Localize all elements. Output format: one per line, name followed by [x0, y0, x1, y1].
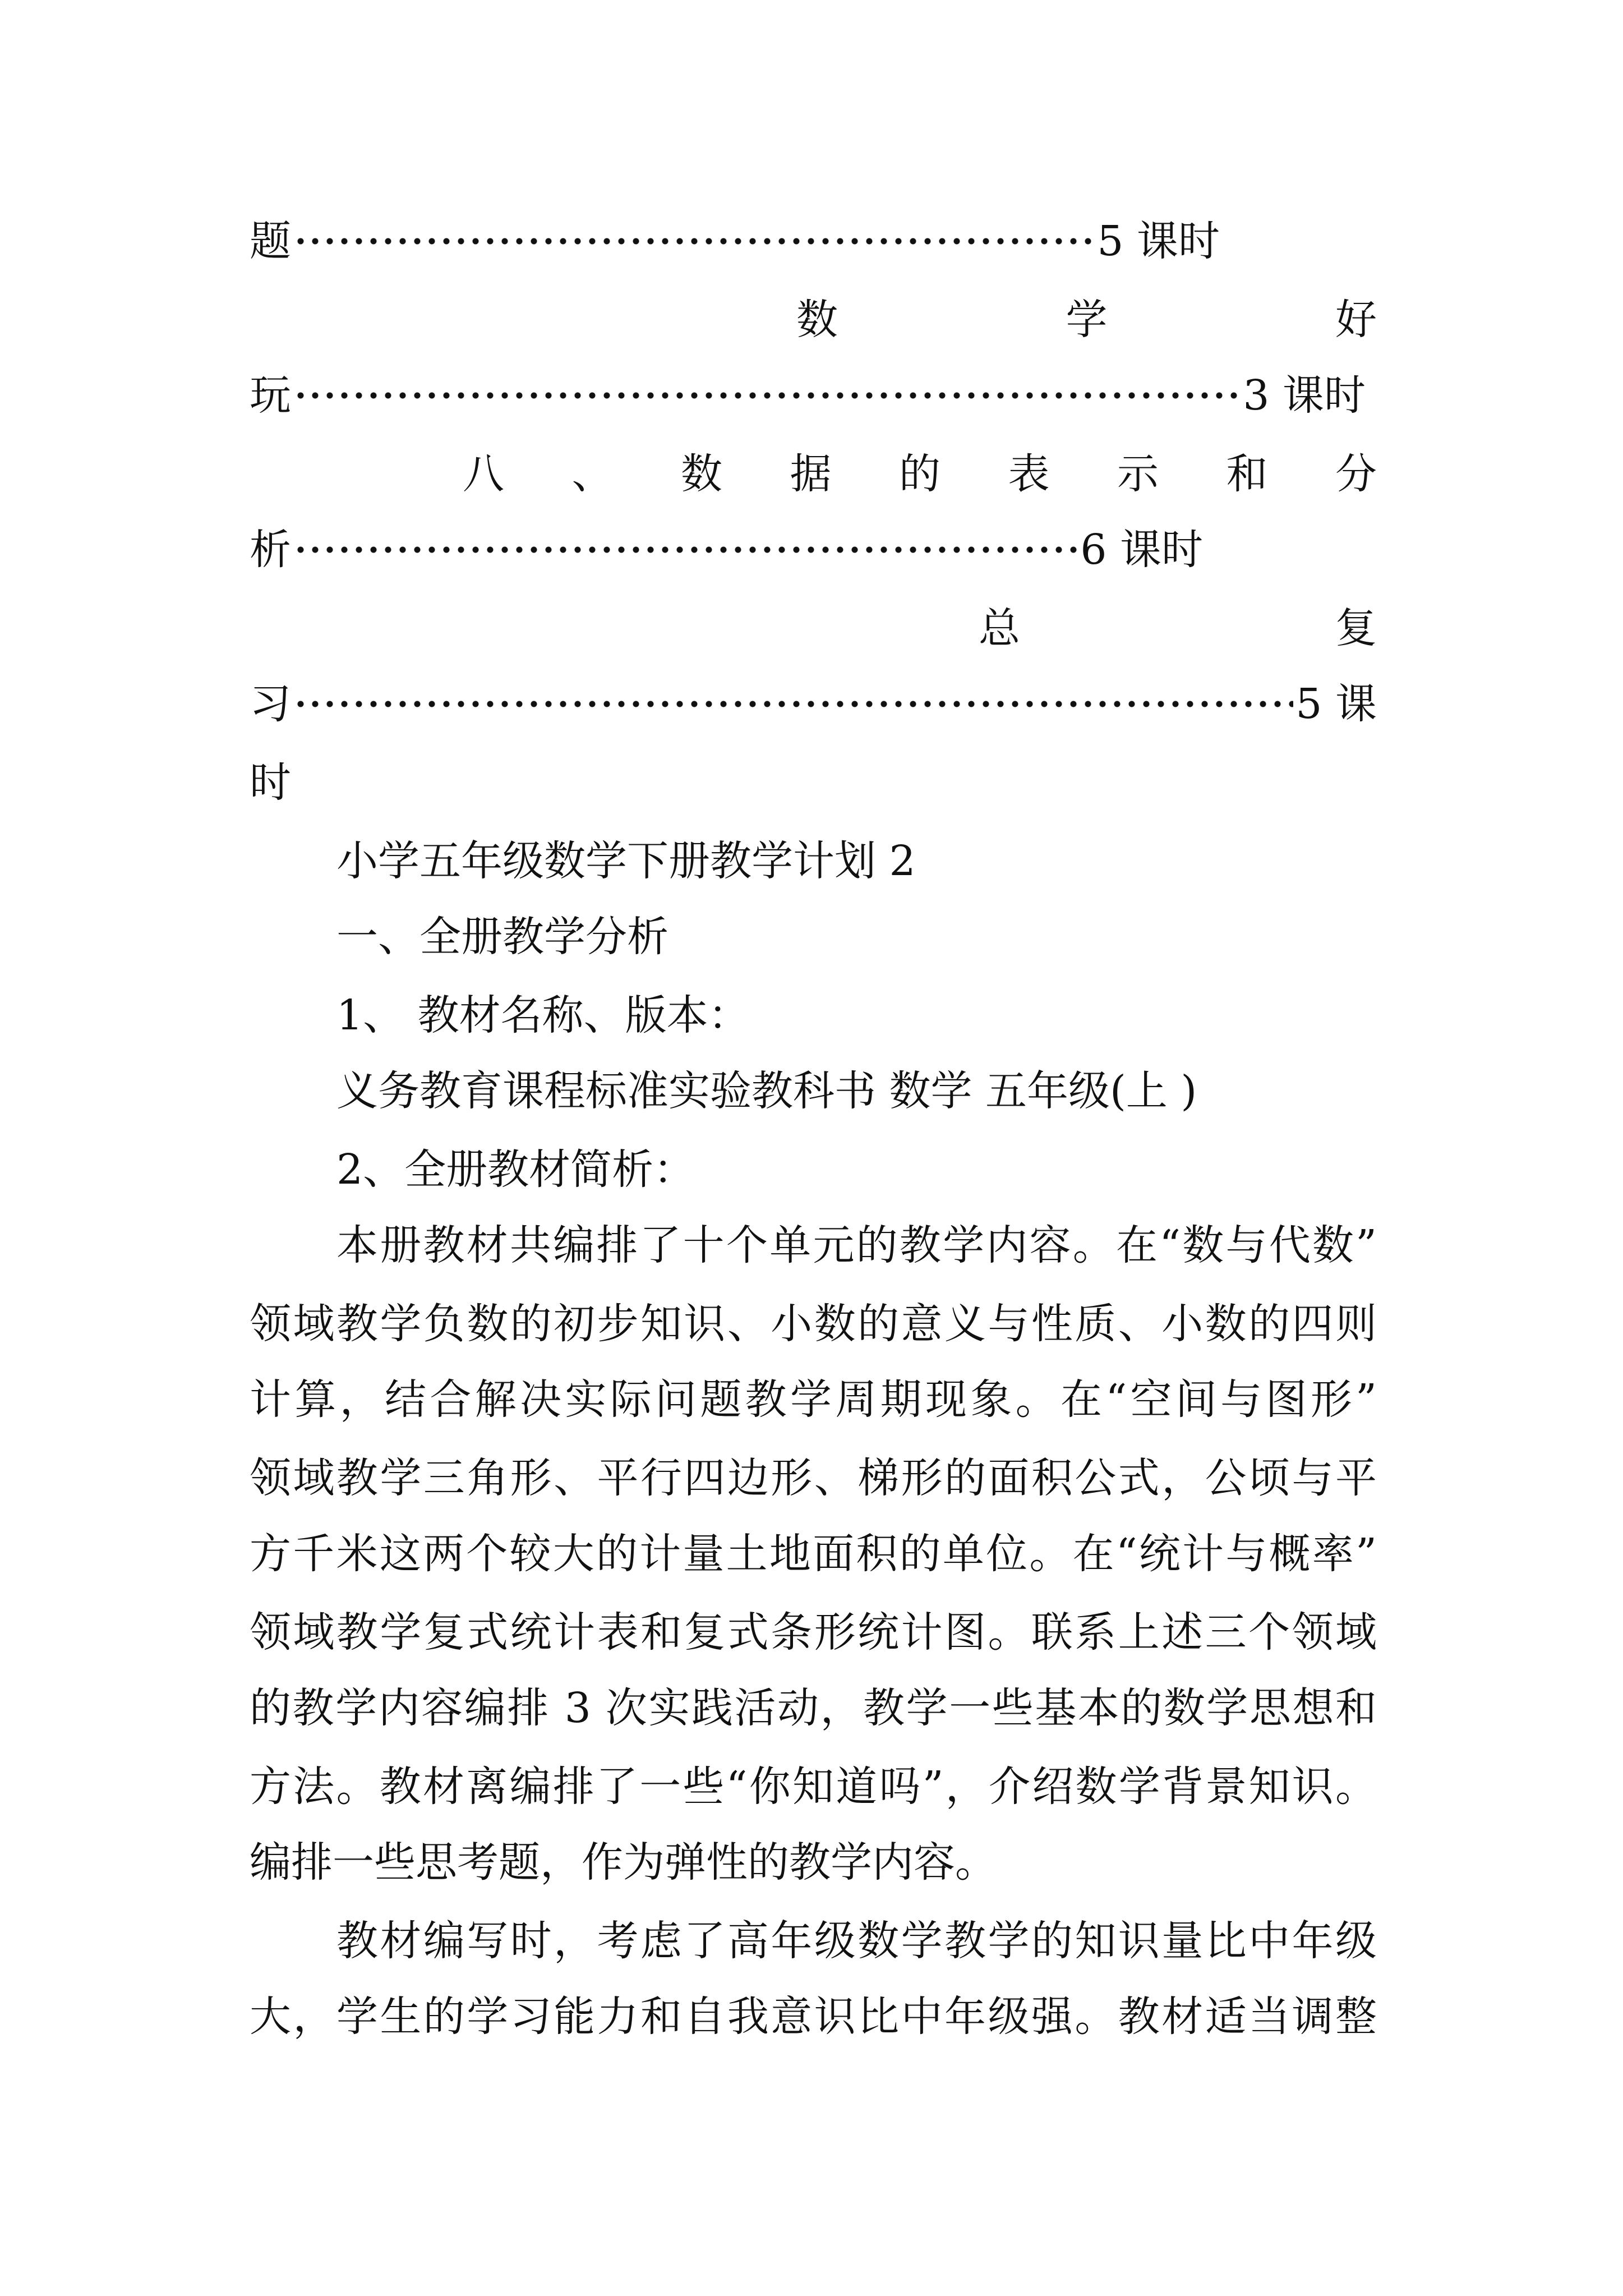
paragraph-line: 编排一些思考题，作为弹性的教学内容。 — [250, 1838, 997, 1887]
item-1-label: 1、 教材名称、版本： — [336, 991, 750, 1039]
toc-line-4 — [250, 670, 1377, 738]
paragraph-line: 领域教学复式统计表和复式条形统计图。联系上述三个领域 — [250, 1608, 1377, 1657]
toc-line-3 — [250, 516, 1203, 583]
item-2-label: 2、全册教材简析： — [336, 1145, 695, 1194]
toc-item-2-prefix: 玩 — [250, 371, 291, 420]
toc-item-3-char: 八 — [463, 450, 504, 498]
toc-leader-dots — [293, 516, 1078, 583]
toc-leader-dots — [293, 208, 1095, 275]
paragraph-line: 方法。教材离编排了一些“你知道吗”，介绍数学背景知识。 — [250, 1763, 1377, 1811]
toc-item-3-char: 据 — [790, 450, 832, 498]
toc-item-2-char: 数 — [796, 296, 838, 344]
paragraph-line: 方千米这两个较大的计量土地面积的单位。在“统计与概率” — [250, 1530, 1377, 1578]
paragraph-line: 领域教学三角形、平行四边形、梯形的面积公式，公顷与平 — [250, 1454, 1377, 1502]
toc-item-4-wrap: 时 — [250, 758, 291, 807]
toc-item-3-char: 数 — [681, 450, 722, 498]
paragraph-line: 本册教材共编排了十个单元的教学内容。在“数与代数” — [336, 1221, 1377, 1269]
toc-item-2-title — [796, 286, 1377, 353]
toc-line-2 — [250, 362, 1366, 429]
paragraph-line: 教材编写时，考虑了高年级数学教学的知识量比中年级 — [336, 1917, 1377, 1965]
toc-item-4-title — [979, 595, 1377, 662]
toc-item-1-hours: 5 课时 — [1097, 217, 1220, 265]
toc-item-3-char: 、 — [571, 450, 614, 498]
toc-item-3-hours: 6 课时 — [1080, 526, 1203, 574]
toc-item-3-char: 和 — [1226, 450, 1268, 498]
toc-item-4-char: 总 — [979, 604, 1020, 652]
toc-item-4-char: 复 — [1335, 604, 1377, 652]
doc-title: 小学五年级数学下册教学计划 2 — [336, 837, 916, 885]
toc-item-4-hours: 5 课 — [1295, 680, 1377, 728]
item-1-value: 义务教育课程标准实验教科书 数学 五年级(上 ) — [336, 1067, 1197, 1115]
toc-item-3-char: 示 — [1117, 450, 1159, 498]
toc-item-3-char: 表 — [1008, 450, 1050, 498]
toc-leader-dots — [293, 362, 1241, 429]
toc-item-2-char: 学 — [1066, 296, 1108, 344]
paragraph-line: 领域教学负数的初步知识、小数的意义与性质、小数的四则 — [250, 1300, 1377, 1348]
toc-leader-dots — [293, 670, 1293, 738]
toc-item-3-char: 分 — [1335, 450, 1377, 498]
paragraph-line: 的教学内容编排 3 次实践活动，教学一些基本的数学思想和 — [250, 1684, 1377, 1732]
toc-item-3-title — [463, 440, 1377, 508]
section-heading: 一、全册教学分析 — [336, 913, 668, 961]
toc-item-3-char: 的 — [899, 450, 940, 498]
toc-item-3-prefix: 析 — [250, 526, 291, 574]
paragraph-line: 计算，结合解决实际问题教学周期现象。在“空间与图形” — [250, 1375, 1377, 1424]
toc-item-1-prefix: 题 — [250, 217, 291, 265]
toc-line-1 — [250, 208, 1220, 275]
toc-item-4-prefix: 习 — [250, 680, 291, 728]
toc-item-2-hours: 3 课时 — [1243, 371, 1366, 420]
paragraph-line: 大，学生的学习能力和自我意识比中年级强。教材适当调整 — [250, 1993, 1377, 2041]
toc-item-2-char: 好 — [1335, 296, 1377, 344]
